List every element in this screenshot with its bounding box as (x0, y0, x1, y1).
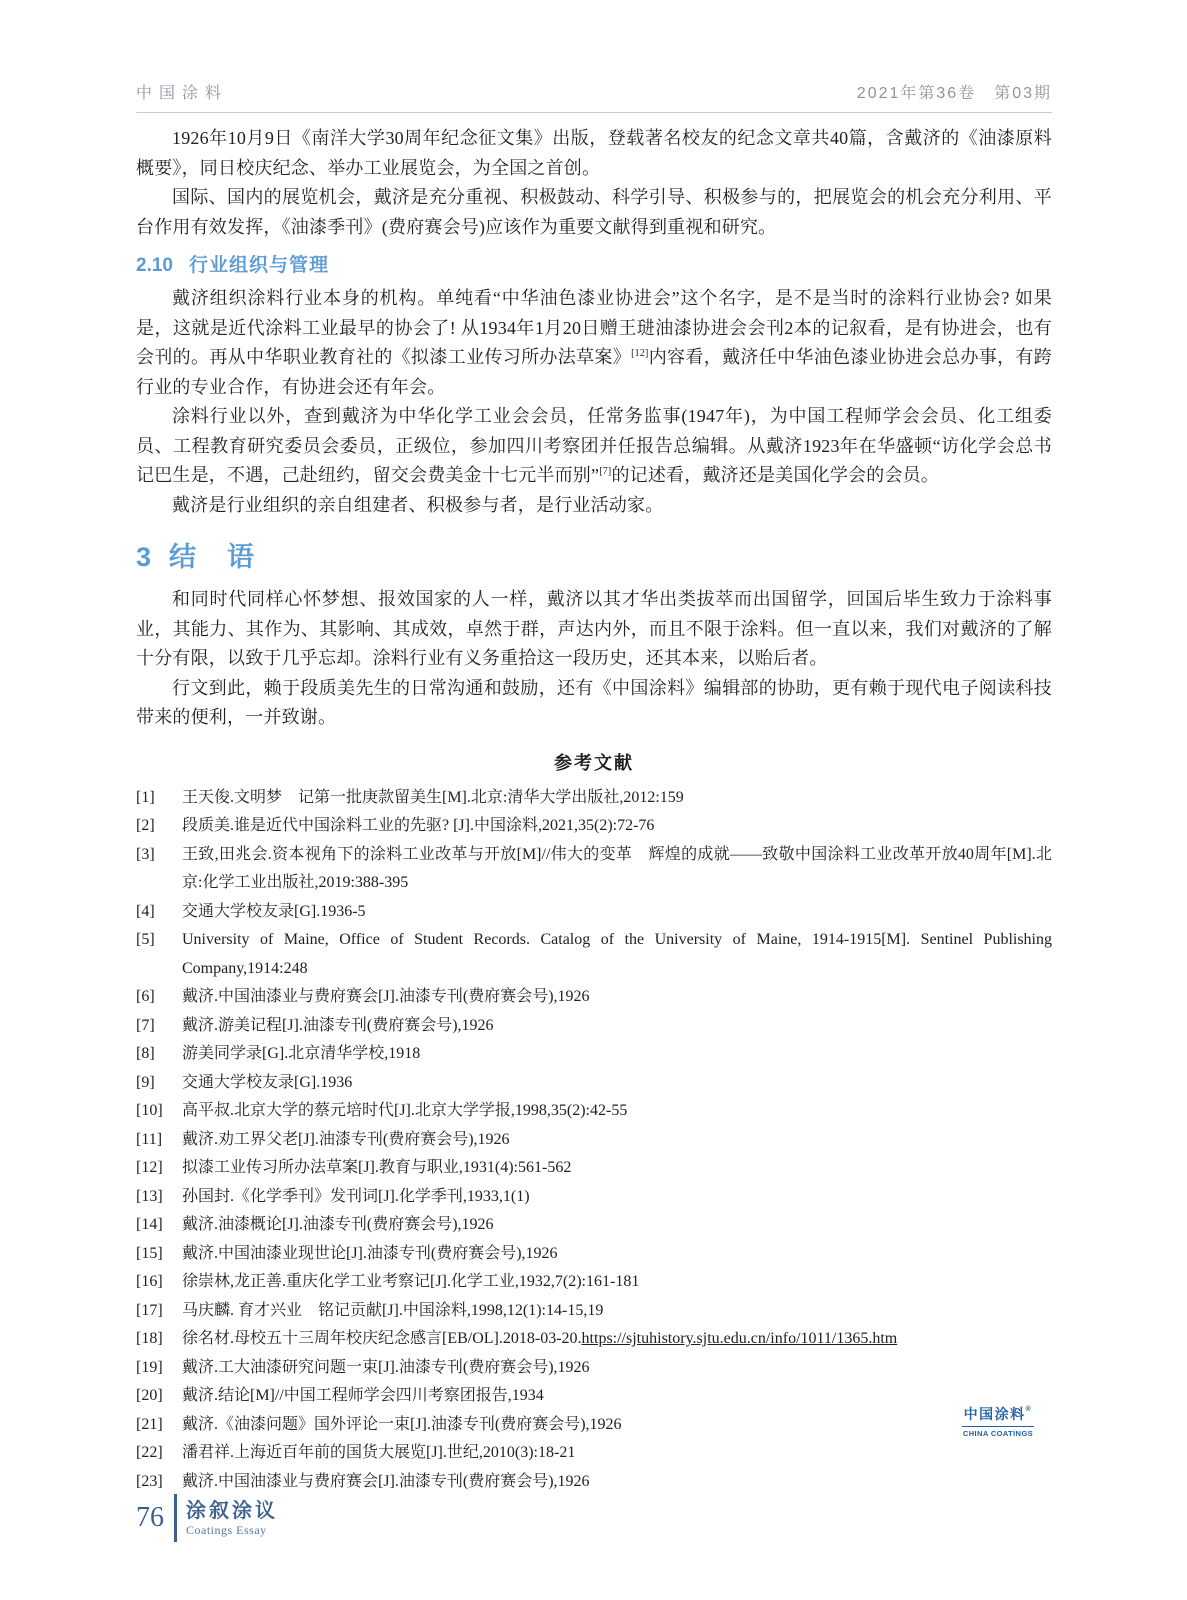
reference-item (136, 1354, 1052, 1383)
reference-item (136, 1439, 1052, 1468)
reference-number: [13] (136, 1187, 163, 1205)
article-body (136, 124, 1052, 1496)
section-title: 结 语 (169, 542, 257, 572)
reference-number: [4] (136, 902, 155, 920)
reference-item (136, 1012, 1052, 1041)
reference-number: [18] (136, 1330, 163, 1347)
intro-paragraph-1: 1926年10月9日《南洋大学30周年纪念征文集》出版，登载著名校友的纪念文章共40篇，含戴济的《油漆原料概要》，同日校庆纪念、举办工业展览会，为全国之首创。 (136, 128, 1052, 178)
citation-superscript: [12] (631, 348, 649, 359)
page-footer (136, 1494, 278, 1542)
reference-text: 徐崇林,龙正善.重庆化学工业考察记[J].化学工业,1932,7(2):161-181 (182, 1273, 640, 1290)
section-title: 行业组织与管理 (188, 255, 329, 276)
section-number: 2.10 (136, 255, 173, 276)
reference-number: [22] (136, 1444, 163, 1461)
reference-text: 戴济.油漆概论[J].油漆专刊(费府赛会号),1926 (182, 1216, 494, 1233)
logo-subtitle: CHINA COATINGS (962, 1426, 1034, 1438)
reference-text: 戴济.结论[M]//中国工程师学会四川考察团报告,1934 (182, 1387, 544, 1404)
reference-text: University of Maine, Office of Student Records. Catalog of the University of Maine, 1914-1915[M]. Sentinel Publishing Company,1914:248 (182, 931, 1052, 977)
section-2-10-paragraph-3: 戴济是行业组织的亲自组建者、积极参与者，是行业活动家。 (172, 494, 664, 515)
reference-item (136, 1268, 1052, 1297)
reference-number: [9] (136, 1073, 155, 1091)
registered-mark-icon: ® (1025, 1406, 1033, 1413)
section-3-paragraphs (136, 585, 1052, 733)
reference-number: [10] (136, 1102, 163, 1119)
reference-text: 戴济.劝工界父老[J].油漆专刊(费府赛会号),1926 (182, 1130, 510, 1148)
logo-wordmark (962, 1406, 1034, 1424)
section-2-10-paragraphs (136, 284, 1052, 520)
reference-number: [20] (136, 1387, 163, 1404)
reference-number: [6] (136, 988, 155, 1005)
section-2-10-paragraph-2: 涂料行业以外，查到戴济为中华化学工业会会员，任常务监事(1947年)，为中国工程师学会会员、化工组委员、工程教育研究委员会委员，正级位，参加四川考察团并任报告总编辑。从戴济1923年在华盛顿“访化学会总书记巴生是，不遇，己赴纽约，留交会费美金十七元半而别”[7]的记述看，戴济还是美国化学会的会员。 (136, 406, 1052, 485)
section-3-paragraph-1: 和同时代同样心怀梦想、报效国家的人一样，戴济以其才华出类拔萃而出国留学，回国后毕生致力于涂料事业，其能力、其作为、其影响、其成效，卓然于群，声达内外，而且不限于涂料。但一直以来，我们对戴济的了解十分有限，以致于几乎忘却。涂料行业有义务重拾这一段历史，还其本来，以贻后者。 (136, 589, 1052, 668)
reference-text: 戴济.中国油漆业与费府赛会[J].油漆专刊(费府赛会号),1926 (182, 988, 590, 1005)
reference-item (136, 1183, 1052, 1212)
reference-item (136, 1069, 1052, 1098)
journal-name: 中国涂料 (136, 85, 229, 102)
reference-item (136, 983, 1052, 1012)
reference-text: 戴济.中国油漆业现世论[J].油漆专刊(费府赛会号),1926 (182, 1244, 558, 1262)
reference-number: [14] (136, 1216, 163, 1233)
section-2-10-paragraph-1: 戴济组织涂料行业本身的机构。单纯看“中华油色漆业协进会”这个名字，是不是当时的涂料行业协会? 如果是，这就是近代涂料工业最早的协会了! 从1934年1月20日赠王琎油漆协进会会刊2本的记叙看，是有协进会，也有会刊的。再从中华职业教育社的《拟漆工业传习所办法草案》[12]内容看，戴济任中华油色漆业协进会总办事，有跨行业的专业合作，有协进会还有年会。 (136, 288, 1052, 397)
references-heading: 参考文献 (554, 752, 634, 773)
reference-text: 王致,田兆会.资本视角下的涂料工业改革与开放[M]//伟大的变革 辉煌的成就——致敬中国涂料工业改革开放40周年[M].北京:化学工业出版社,2019:388-395 (182, 845, 1052, 891)
reference-text: 游美同学录[G].北京清华学校,1918 (182, 1045, 421, 1062)
reference-item (136, 1325, 1052, 1354)
section-number: 3 (136, 542, 152, 572)
reference-text: 戴济.工大油漆研究问题一束[J].油漆专刊(费府赛会号),1926 (182, 1358, 590, 1376)
page-number: 76 (136, 1502, 164, 1533)
section-heading-3 (136, 535, 1052, 574)
citation-superscript: [7] (599, 466, 612, 477)
reference-item (136, 1382, 1052, 1411)
reference-item (136, 1411, 1052, 1440)
reference-number: [19] (136, 1358, 163, 1376)
logo-name-text: 中国涂料 (963, 1406, 1026, 1422)
running-header (136, 80, 1052, 113)
reference-text: 交通大学校友录[G].1936-5 (182, 902, 366, 920)
reference-text: 高平叔.北京大学的蔡元培时代[J].北京大学学报,1998,35(2):42-55 (182, 1102, 628, 1119)
reference-item (136, 1211, 1052, 1240)
reference-text: 王天俊.文明梦 记第一批庚款留美生[M].北京:清华大学出版社,2012:159 (182, 788, 684, 806)
reference-number: [11] (136, 1130, 163, 1148)
reference-text: 交通大学校友录[G].1936 (182, 1073, 353, 1091)
intro-paragraphs (136, 124, 1052, 242)
reference-item (136, 1468, 1052, 1497)
reference-item (136, 898, 1052, 927)
reference-text: 戴济.游美记程[J].油漆专刊(费府赛会号),1926 (182, 1016, 494, 1034)
reference-text: 拟漆工业传习所办法草案[J].教育与职业,1931(4):561-562 (182, 1159, 572, 1176)
reference-url-link[interactable]: https://sjtuhistory.sjtu.edu.cn/info/1011/1365.htm (581, 1330, 898, 1347)
reference-number: [21] (136, 1415, 163, 1433)
reference-item (136, 1126, 1052, 1155)
reference-text: 戴济.中国油漆业与费府赛会[J].油漆专刊(费府赛会号),1926 (182, 1472, 590, 1490)
reference-number: [2] (136, 817, 155, 834)
reference-item (136, 1040, 1052, 1069)
reference-item (136, 926, 1052, 983)
reference-list (136, 784, 1052, 1497)
reference-text: 潘君祥.上海近百年前的国货大展览[J].世纪,2010(3):18-21 (182, 1444, 576, 1461)
section-3-paragraph-2: 行文到此，赖于段质美先生的日常沟通和鼓励，还有《中国涂料》编辑部的协助，更有赖于现代电子阅读科技带来的便利，一并致谢。 (136, 677, 1052, 727)
footer-divider (174, 1494, 177, 1542)
intro-paragraph-2: 国际、国内的展览机会，戴济是充分重视、积极鼓动、科学引导、积极参与的，把展览会的机会充分利用、平台作用有效发挥，《油漆季刊》(费府赛会号)应该作为重要文献得到重视和研究。 (136, 187, 1052, 237)
reference-item (136, 812, 1052, 841)
column-subtitle: Coatings Essay (186, 1522, 267, 1537)
reference-number: [12] (136, 1159, 163, 1176)
reference-item (136, 1097, 1052, 1126)
section-heading-2-10 (136, 250, 1052, 277)
reference-number: [5] (136, 931, 155, 948)
reference-text: 孙国封.《化学季刊》发刊词[J].化学季刊,1933,1(1) (182, 1187, 530, 1205)
reference-number: [15] (136, 1244, 163, 1262)
reference-number: [8] (136, 1045, 155, 1062)
column-block (186, 1499, 278, 1537)
reference-item (136, 1240, 1052, 1269)
issue-info: 2021年第36卷 第03期 (856, 85, 1052, 102)
reference-number: [7] (136, 1016, 155, 1034)
reference-number: [17] (136, 1301, 163, 1319)
reference-item (136, 1154, 1052, 1183)
reference-text: 戴济.《油漆问题》国外评论一束[J].油漆专刊(费府赛会号),1926 (182, 1415, 622, 1433)
reference-number: [1] (136, 788, 155, 806)
china-coatings-logo (962, 1406, 1034, 1438)
reference-text: 马庆麟. 育才兴业 铭记贡献[J].中国涂料,1998,12(1):14-15,19 (182, 1301, 604, 1319)
reference-item (136, 1297, 1052, 1326)
reference-item (136, 841, 1052, 898)
reference-item (136, 784, 1052, 813)
reference-number: [23] (136, 1472, 163, 1490)
reference-number: [16] (136, 1273, 163, 1290)
reference-text: 徐名材.母校五十三周年校庆纪念感言[EB/OL].2018-03-20.https://sjtuhistory.sjtu.edu.cn/info/1011/1365.htm (182, 1330, 898, 1347)
reference-text: 段质美.谁是近代中国涂料工业的先驱? [J].中国涂料,2021,35(2):72-76 (182, 817, 655, 834)
reference-number: [3] (136, 845, 155, 863)
column-title: 涂叙涂议 (186, 1499, 278, 1522)
